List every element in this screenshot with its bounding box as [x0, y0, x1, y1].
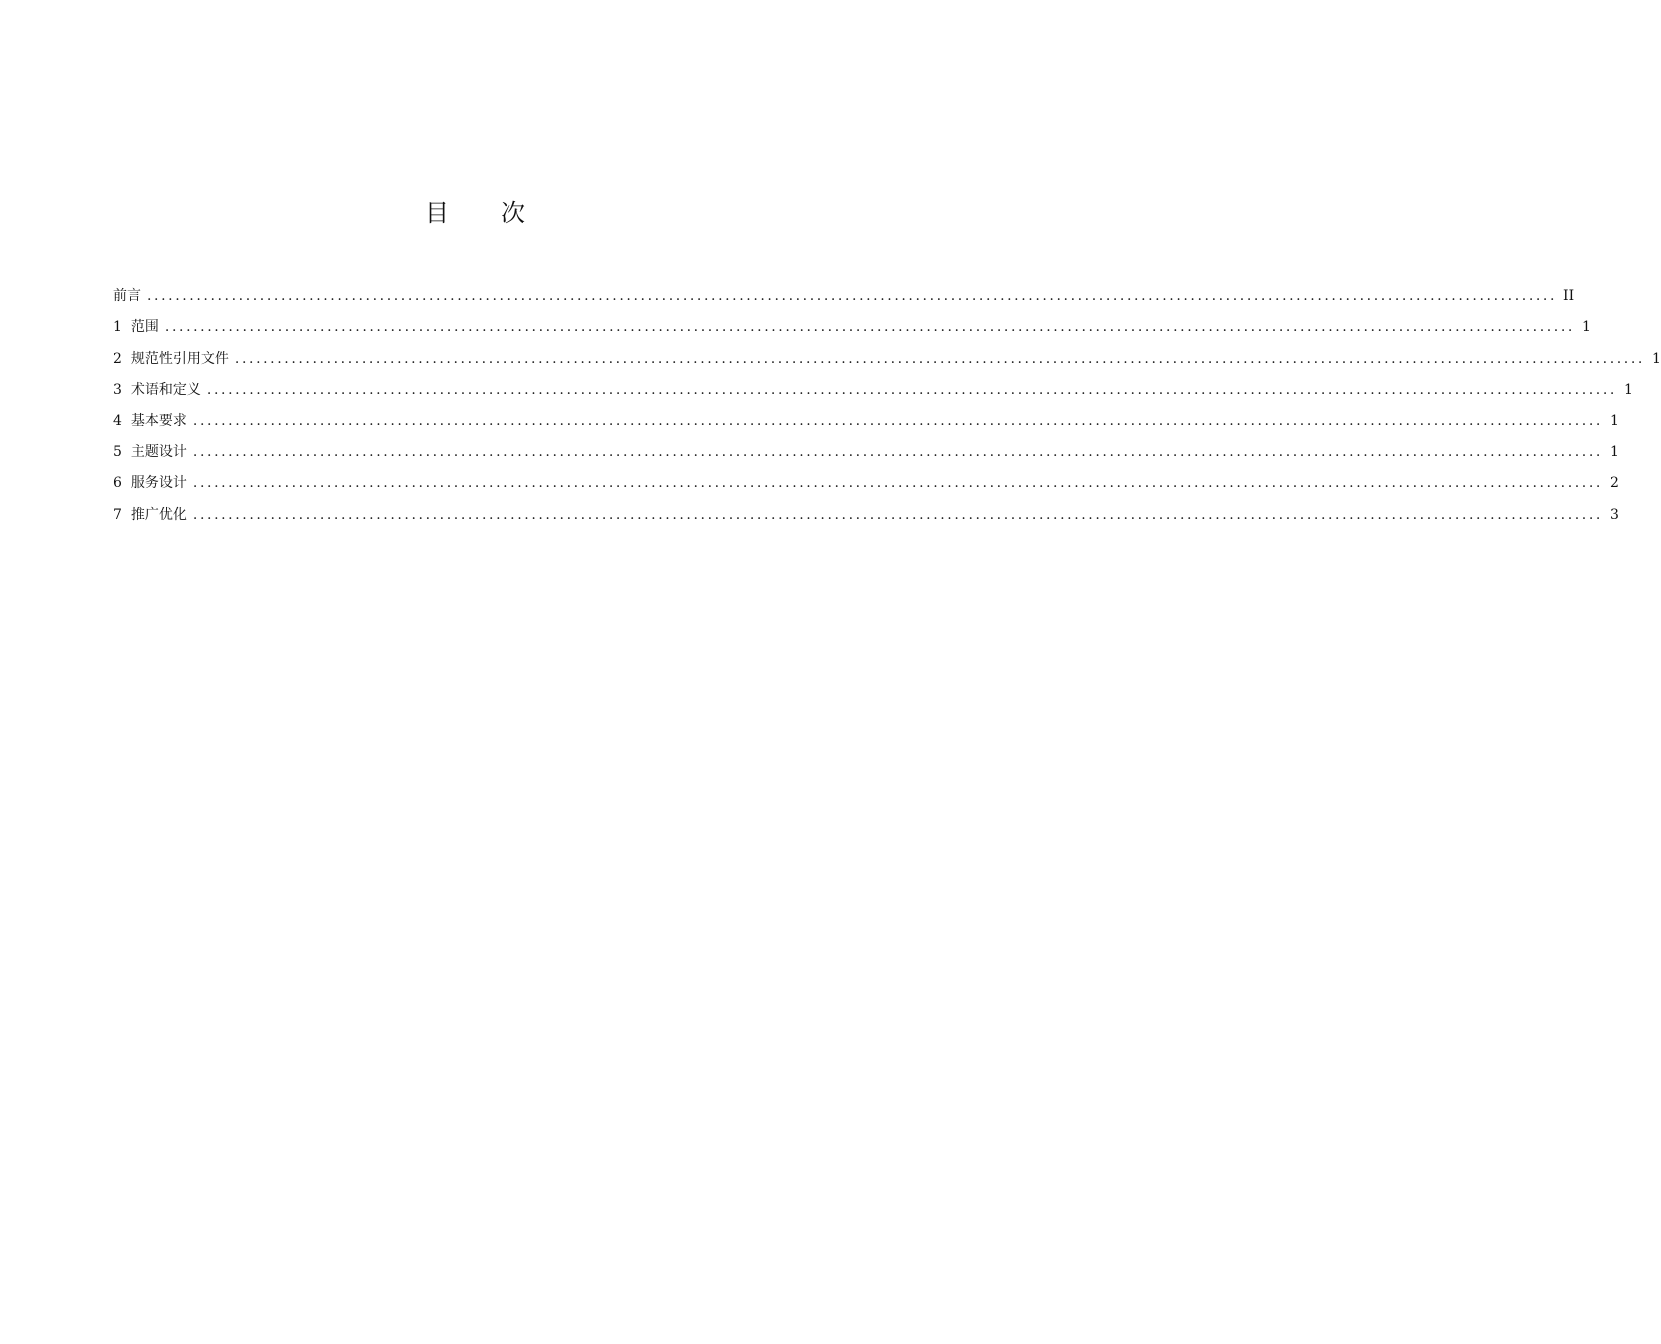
toc-entry-page: 1 — [1582, 319, 1591, 336]
dot-leader: ........................................................................................................................................................................................................ — [234, 350, 1645, 367]
title-char-1: 目 — [425, 199, 449, 227]
toc-entry-page: II — [1563, 288, 1575, 305]
toc-entry-label: 主题设计 — [130, 444, 187, 461]
page-title — [0, 196, 950, 230]
toc-entry-2[interactable] — [113, 338, 1661, 369]
toc-entry-preface[interactable] — [113, 276, 1575, 307]
toc-entry-6[interactable] — [113, 463, 1619, 494]
dot-leader: ........................................................................................................................................................................................................ — [164, 319, 1575, 336]
toc-list — [113, 276, 1661, 526]
toc-entry-number: 5 — [113, 444, 122, 461]
toc-entry-label: 规范性引用文件 — [130, 350, 229, 367]
toc-entry-number: 6 — [113, 475, 122, 492]
title-char-2: 次 — [501, 199, 525, 227]
toc-entry-3[interactable] — [113, 370, 1633, 401]
toc-entry-label: 术语和定义 — [130, 381, 201, 398]
dot-leader: ........................................................................................................................................................................................................ — [192, 412, 1603, 429]
toc-entry-label: 基本要求 — [130, 412, 187, 429]
dot-leader: ........................................................................................................................................................................................................ — [206, 381, 1617, 398]
toc-entry-page: 1 — [1610, 444, 1619, 461]
toc-entry-number: 1 — [113, 319, 122, 336]
dot-leader: ........................................................................................................................................................................................................ — [192, 506, 1603, 523]
toc-entry-page: 1 — [1610, 412, 1619, 429]
toc-entry-label: 范围 — [130, 319, 159, 336]
toc-entry-number: 2 — [113, 350, 122, 367]
toc-entry-page: 3 — [1610, 506, 1619, 523]
dot-leader: ........................................................................................................................................................................................................ — [147, 288, 1558, 305]
toc-entry-label: 前言 — [113, 288, 141, 305]
toc-entry-number: 4 — [113, 412, 122, 429]
dot-leader: ........................................................................................................................................................................................................ — [192, 444, 1603, 461]
toc-entry-7[interactable] — [113, 494, 1619, 525]
toc-entry-4[interactable] — [113, 401, 1619, 432]
toc-entry-number: 7 — [113, 506, 122, 523]
toc-entry-1[interactable] — [113, 307, 1591, 338]
toc-entry-number: 3 — [113, 381, 122, 398]
toc-entry-label: 推广优化 — [130, 506, 187, 523]
toc-entry-page: 1 — [1652, 350, 1661, 367]
toc-entry-5[interactable] — [113, 432, 1619, 463]
toc-entry-page: 2 — [1610, 475, 1619, 492]
toc-entry-label: 服务设计 — [130, 475, 187, 492]
toc-entry-page: 1 — [1624, 381, 1633, 398]
dot-leader: ........................................................................................................................................................................................................ — [192, 475, 1603, 492]
